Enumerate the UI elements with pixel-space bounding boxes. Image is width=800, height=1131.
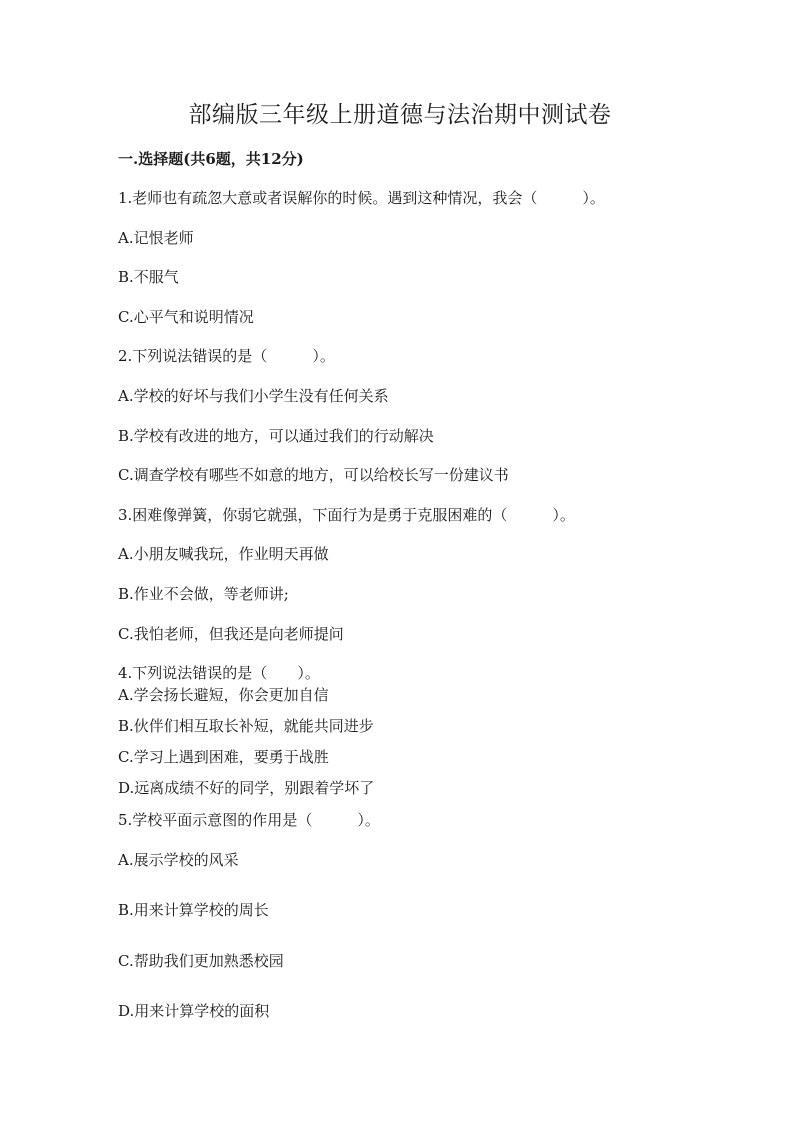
question-1-option-c: C.心平气和说明情况 bbox=[118, 308, 254, 326]
question-2-option-c: C.调查学校有哪些不如意的地方，可以给校长写一份建议书 bbox=[118, 466, 509, 484]
question-2-option-b: B.学校有改进的地方，可以通过我们的行动解决 bbox=[118, 427, 434, 445]
question-2-stem: 2.下列说法错误的是（ ）。 bbox=[118, 347, 335, 365]
question-4-option-a: A.学会扬长避短，你会更加自信 bbox=[118, 686, 329, 704]
question-5-option-b: B.用来计算学校的周长 bbox=[118, 901, 269, 919]
question-5-stem: 5.学校平面示意图的作用是（ ）。 bbox=[118, 811, 380, 829]
page-title: 部编版三年级上册道德与法治期中测试卷 bbox=[188, 102, 612, 128]
question-4-option-b: B.伙伴们相互取长补短，就能共同进步 bbox=[118, 717, 374, 735]
question-4-stem: 4.下列说法错误的是（ ）。 bbox=[118, 664, 320, 682]
question-4-option-d: D.远离成绩不好的同学，别跟着学坏了 bbox=[118, 779, 375, 797]
question-5-option-a: A.展示学校的风采 bbox=[118, 851, 239, 869]
question-1-option-b: B.不服气 bbox=[118, 268, 179, 286]
question-3-option-b: B.作业不会做，等老师讲; bbox=[118, 585, 289, 603]
question-2-option-a: A.学校的好坏与我们小学生没有任何关系 bbox=[118, 387, 389, 405]
question-1-stem: 1.老师也有疏忽大意或者误解你的时候。遇到这种情况，我会（ ）。 bbox=[118, 189, 605, 207]
question-3-option-a: A.小朋友喊我玩，作业明天再做 bbox=[118, 545, 329, 563]
question-5-option-d: D.用来计算学校的面积 bbox=[118, 1002, 270, 1020]
question-3-option-c: C.我怕老师，但我还是向老师提问 bbox=[118, 625, 344, 643]
question-5-option-c: C.帮助我们更加熟悉校园 bbox=[118, 952, 284, 970]
question-1-option-a: A.记恨老师 bbox=[118, 229, 194, 247]
section-heading: 一.选择题(共6题，共12分) bbox=[118, 150, 304, 168]
question-4-option-c: C.学习上遇到困难，要勇于战胜 bbox=[118, 748, 329, 766]
question-3-stem: 3.困难像弹簧，你弱它就强，下面行为是勇于克服困难的（ ）。 bbox=[118, 506, 575, 524]
